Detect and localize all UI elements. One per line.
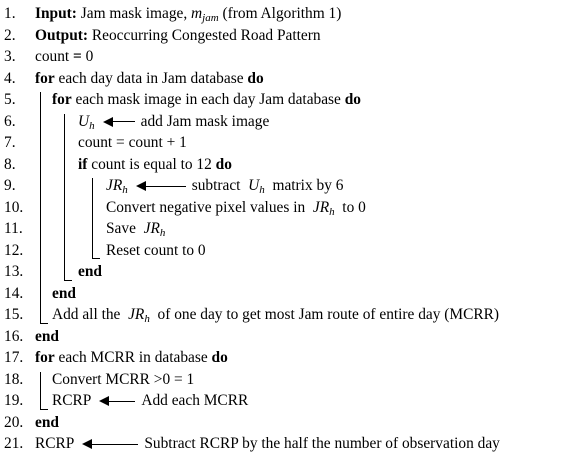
keyword: end bbox=[78, 263, 102, 280]
block-scope-tick bbox=[40, 323, 48, 324]
line-text: Subtract RCRP by the half the number of observation day bbox=[144, 435, 500, 452]
math-symbol: h bbox=[144, 313, 150, 325]
line-text: each mask image in each day Jam database bbox=[71, 91, 345, 108]
left-arrow-icon bbox=[136, 181, 186, 191]
math-symbol: h bbox=[89, 119, 95, 132]
math-symbol: jam bbox=[202, 12, 219, 24]
math-symbol: JR bbox=[143, 220, 160, 237]
keyword: for bbox=[35, 349, 55, 366]
line-text: each MCRR in database bbox=[54, 349, 212, 366]
algorithm-line bbox=[4, 261, 102, 283]
algorithm-line bbox=[4, 89, 361, 111]
algorithm-line bbox=[4, 326, 59, 348]
math-symbol: U bbox=[78, 112, 90, 130]
line-number: 2. bbox=[4, 26, 16, 44]
left-arrow-icon bbox=[103, 117, 135, 127]
algorithm-line bbox=[4, 111, 269, 133]
algorithm-line bbox=[4, 240, 206, 262]
algorithm-line bbox=[4, 433, 500, 455]
line-number: 20. bbox=[4, 413, 24, 431]
math-symbol: h bbox=[159, 227, 166, 239]
line-text: count bbox=[35, 48, 74, 65]
keyword: end bbox=[35, 327, 59, 345]
algorithm-line bbox=[4, 369, 194, 391]
line-number: 19. bbox=[4, 392, 24, 409]
line-text: each day data in Jam database bbox=[54, 69, 248, 87]
line-text: Reset count to 0 bbox=[106, 241, 206, 259]
algorithm-line bbox=[4, 25, 321, 47]
line-number: 6. bbox=[4, 112, 16, 130]
line-number: 4. bbox=[4, 69, 16, 87]
line-number: 16. bbox=[4, 327, 24, 345]
keyword: do bbox=[211, 349, 228, 366]
algorithm-line bbox=[4, 175, 343, 197]
block-scope-line bbox=[92, 178, 93, 258]
line-text: RCRP bbox=[35, 435, 75, 452]
block-scope-tick bbox=[64, 280, 72, 281]
math-symbol: JR bbox=[128, 306, 145, 323]
line-number: 9. bbox=[4, 177, 16, 194]
math-symbol: h bbox=[122, 184, 128, 196]
algorithm-line bbox=[4, 412, 59, 434]
algorithm-line bbox=[4, 3, 341, 25]
block-scope-tick bbox=[40, 409, 48, 410]
left-arrow-icon bbox=[99, 396, 135, 406]
line-number: 14. bbox=[4, 284, 24, 302]
line-number: 8. bbox=[4, 155, 16, 173]
math-symbol: JR bbox=[312, 198, 330, 216]
line-text: (from Algorithm 1) bbox=[218, 5, 342, 22]
algorithm-line bbox=[4, 347, 228, 369]
line-text: Add all the bbox=[52, 306, 129, 323]
line-number: 5. bbox=[4, 91, 16, 108]
line-text: Add each MCRR bbox=[141, 392, 249, 409]
line-text: count = count + 1 bbox=[78, 134, 187, 151]
line-text: Jam mask image, bbox=[76, 5, 192, 22]
line-text: Convert MCRR >0 = 1 bbox=[52, 370, 195, 388]
line-number: 12. bbox=[4, 241, 24, 259]
algorithm-line bbox=[4, 304, 499, 326]
line-number: 18. bbox=[4, 370, 24, 388]
keyword: Output: bbox=[35, 26, 89, 44]
left-arrow-icon bbox=[82, 439, 138, 449]
line-text: subtract bbox=[191, 177, 249, 194]
keyword: do bbox=[215, 155, 232, 173]
block-scope-line bbox=[40, 92, 41, 323]
line-number: 15. bbox=[4, 306, 24, 323]
math-symbol: JR bbox=[106, 177, 123, 194]
block-scope-line bbox=[64, 114, 65, 280]
line-text: Convert negative pixel values in bbox=[106, 198, 313, 216]
line-number: 1. bbox=[4, 5, 16, 22]
line-number: 11. bbox=[4, 220, 23, 237]
keyword: Input: bbox=[35, 5, 77, 22]
keyword: do bbox=[247, 69, 264, 87]
line-text: to 0 bbox=[334, 198, 366, 216]
block-scope-tick bbox=[92, 258, 100, 259]
keyword: if bbox=[78, 155, 88, 173]
line-text: Reoccurring Congested Road Pattern bbox=[88, 26, 321, 44]
line-text: Save bbox=[106, 220, 144, 237]
math-symbol: m bbox=[191, 5, 203, 22]
block-scope-line bbox=[40, 372, 41, 409]
line-text: of one day to get most Jam route of entire day (MCRR) bbox=[149, 306, 500, 323]
math-symbol: h bbox=[329, 205, 335, 218]
line-text: add Jam mask image bbox=[140, 112, 270, 130]
line-number: 21. bbox=[4, 435, 24, 452]
line-number: 3. bbox=[4, 48, 16, 65]
line-number: 13. bbox=[4, 263, 24, 280]
line-text: count is equal to 12 bbox=[87, 155, 216, 173]
algorithm-line bbox=[4, 46, 93, 68]
math-symbol: h bbox=[259, 184, 265, 196]
algorithm-line bbox=[4, 154, 232, 176]
keyword: = bbox=[73, 48, 82, 65]
keyword: end bbox=[52, 284, 76, 302]
algorithm-line bbox=[4, 132, 187, 154]
line-text: RCRP bbox=[52, 392, 92, 409]
line-number: 7. bbox=[4, 134, 16, 151]
algorithm-line bbox=[4, 197, 366, 219]
line-text: 0 bbox=[81, 48, 94, 65]
line-number: 10. bbox=[4, 198, 24, 216]
math-symbol: U bbox=[248, 177, 260, 194]
keyword: for bbox=[35, 69, 55, 87]
keyword: end bbox=[35, 413, 59, 431]
line-number: 17. bbox=[4, 349, 24, 366]
algorithm-line bbox=[4, 68, 264, 90]
line-text: matrix by 6 bbox=[264, 177, 344, 194]
keyword: do bbox=[344, 91, 361, 108]
keyword: for bbox=[52, 91, 72, 108]
algorithm-line bbox=[4, 218, 165, 240]
